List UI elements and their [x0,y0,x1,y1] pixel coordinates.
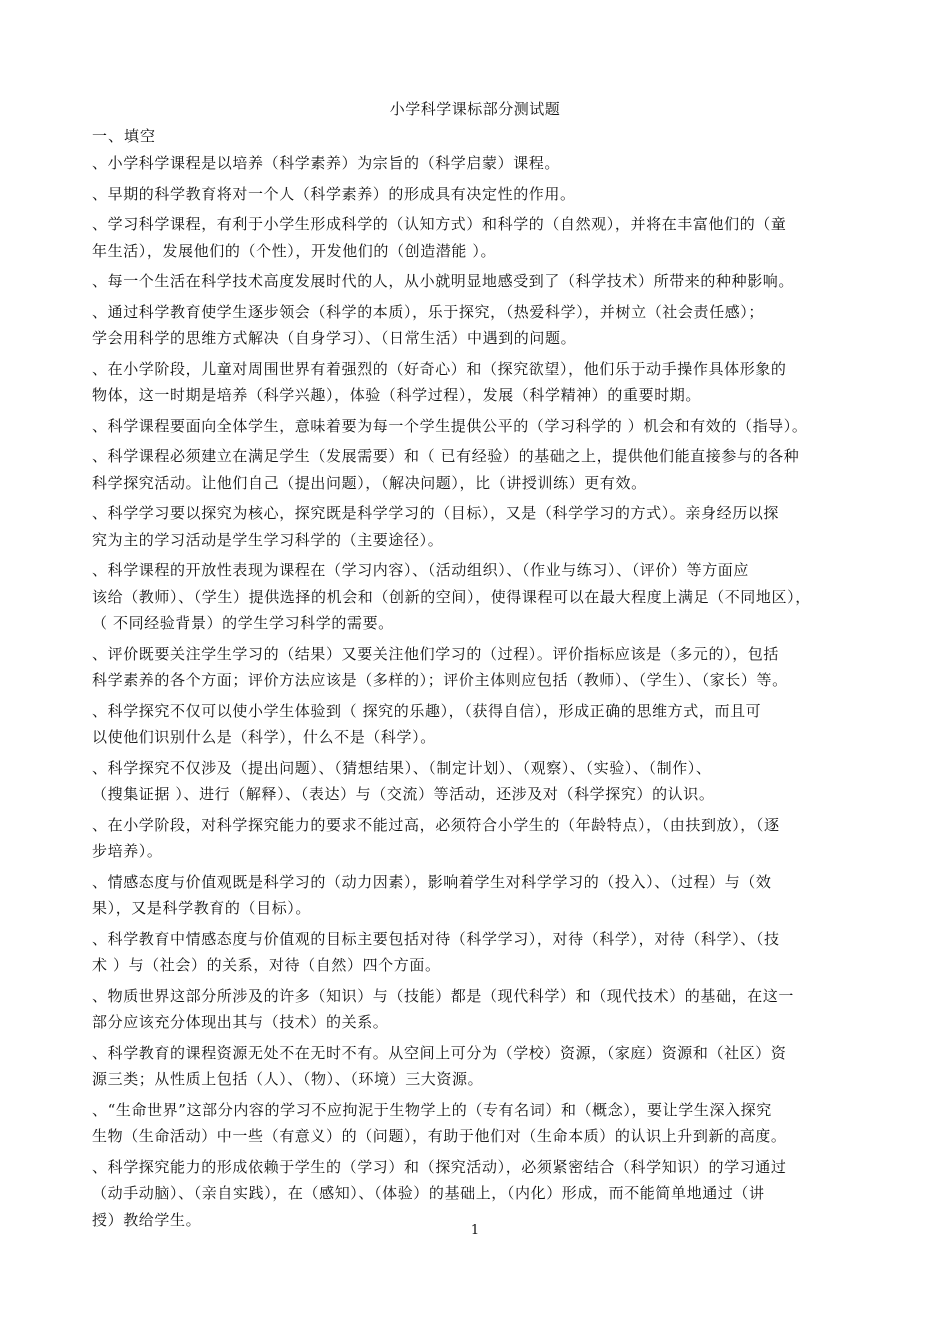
question-item [92,211,862,264]
question-item [92,443,862,496]
question-line: 科学探究活动。让他们自己（提出问题），（解决问题），比（讲授训练）更有效。 [92,473,647,492]
question-line: （搜集证据 ）、进行（解释）、（表达）与（交流）等活动，还涉及对（科学探究）的认识。 [92,785,715,803]
question-line: 术 ）与（社会）的关系，对待（自然）四个方面。 [92,956,441,974]
question-line: 、早期的科学教育将对一个人（科学素养）的形成具有决定性的作用。 [92,184,576,203]
question-line: 、科学教育的课程资源无处不在无时不有。从空间上可分为（学校）资源，（家庭）资源和（社区）资 [92,1043,787,1062]
question-line: 、科学课程的开放性表现为课程在（学习内容）、（活动组织）、（作业与练习）、（评价）等方面应 [92,561,750,579]
question-line: 、科学学习要以探究为核心，探究既是科学学习的（目标），又是（科学学习的方式）。亲身经历以探 [92,504,780,522]
question-item [92,641,862,694]
question-line: 、科学课程必须建立在满足学生（发展需要）和（ 已有经验）的基础之上，提供他们能直接参与的各种 [92,447,800,465]
question-line: 果），又是科学教育的（目标）。 [92,899,312,917]
question-line: 、科学探究不仅涉及（提出问题）、（猜想结果）、（制定计划）、（观察）、（实验）、（制作）、 [92,758,712,777]
question-line: 生物（生命活动）中一些（有意义）的（问题），有助于他们对（生命本质）的认识上升到新的高度。 [92,1127,787,1145]
question-line: 步培养）。 [92,842,163,860]
question-item [92,413,862,440]
question-line: 科学素养的各个方面；评价方法应该是（多样的）；评价主体则应包括（教师）、（学生）、（家长）等。 [92,671,788,689]
question-item [92,1040,862,1093]
question-line: 年生活），发展他们的（个性），开发他们的（创造潜能 ）。 [92,241,497,260]
question-item [92,557,862,637]
question-line: 源三类；从性质上包括（人）、（物）、（环境）三大资源。 [92,1070,484,1088]
question-item [92,755,862,808]
question-item [92,1097,862,1150]
section-heading: 一、填空 [92,127,157,145]
page-title: 小学科学课标部分测试题 [389,100,561,118]
question-line: 、科学探究能力的形成依赖于学生的（学习）和（探究活动），必须紧密结合（科学知识）的学习通过 [92,1157,787,1176]
question-line: 究为主的学习活动是学生学习科学的（主要途径）。 [92,530,444,549]
page-number: 1 [470,1223,480,1238]
question-line: 、通过科学教育使学生逐步领会（科学的本质），乐于探究，（热爱科学），并树立（社会责任感）； [92,302,765,321]
question-item [92,698,862,751]
question-line: 、科学教育中情感态度与价值观的目标主要包括对待（科学学习），对待（科学），对待（科学）、（技 [92,929,780,948]
question-item [92,983,862,1036]
question-item [92,869,862,922]
question-line: 、科学课程要面向全体学生，意味着要为每一个学生提供公平的（学习科学的 ）机会和有效的（指导）。 [92,416,808,435]
question-line: 以使他们识别什么是（科学），什么不是（科学）。 [92,728,436,746]
question-item [92,812,862,865]
question-line: 学会用科学的思维方式解决（自身学习）、（日常生活）中遇到的问题。 [92,329,577,347]
question-line: 物体，这一时期是培养（科学兴趣），体验（科学过程），发展（科学精神）的重要时期。 [92,386,702,404]
question-item [92,181,862,208]
question-line: 、“生命世界”这部分内容的学习不应拘泥于生物学上的（专有名词）和（概念），要让学生深入探究 [92,1100,772,1119]
question-line: 、在小学阶段，儿童对周围世界有着强烈的（好奇心）和（探究欲望），他们乐于动手操作具体形象的 [92,359,787,378]
question-line: 、情感态度与价值观既是科学习的（动力因素），影响着学生对科学学习的（投入）、（过程）与（效 [92,872,772,891]
question-item [92,150,862,177]
question-line: 部分应该充分体现出其与（技术）的关系。 [92,1013,389,1031]
question-line: 、每一个生活在科学技术高度发展时代的人，从小就明显地感受到了（科学技术）所带来的种种影响。 [92,272,795,290]
question-line: （动手动脑）、（亲自实践），在（感知）、（体验）的基础上，（内化）形成，而不能简单地通过（讲 [92,1184,765,1202]
question-line: 、物质世界这部分所涉及的许多（知识）与（技能）都是（现代科学）和（现代技术）的基础，在这一 [92,986,795,1005]
question-item [92,268,862,295]
question-line: 该给（教师）、（学生）提供选择的机会和（创新的空间），使得课程可以在最大程度上满足（不同地区）， [92,587,811,606]
question-list [92,150,862,1237]
question-item [92,356,862,409]
question-line: 、评价既要关注学生学习的（结果）又要关注他们学习的（过程）。评价指标应该是（多元的），包括 [92,644,780,663]
question-item [92,1154,862,1234]
question-line: 、小学科学课程是以培养（科学素养）为宗旨的（科学启蒙）课程。 [92,154,561,172]
question-line: 、学习科学课程，有利于小学生形成科学的（认知方式）和科学的（自然观），并将在丰富他们的（童 [92,215,787,233]
question-line: 、在小学阶段，对科学探究能力的要求不能过高，必须符合小学生的（年龄特点），（由扶到放），（逐 [92,815,780,834]
question-line: （ 不同经验背景）的学生学习科学的需要。 [92,614,394,632]
question-item [92,299,862,352]
question-line: 授）教给学生。 [92,1210,202,1229]
question-item [92,926,862,979]
question-item [92,500,862,553]
question-line: 、科学探究不仅可以使小学生体验到（ 探究的乐趣），（获得自信），形成正确的思维方式，而且可 [92,701,762,720]
